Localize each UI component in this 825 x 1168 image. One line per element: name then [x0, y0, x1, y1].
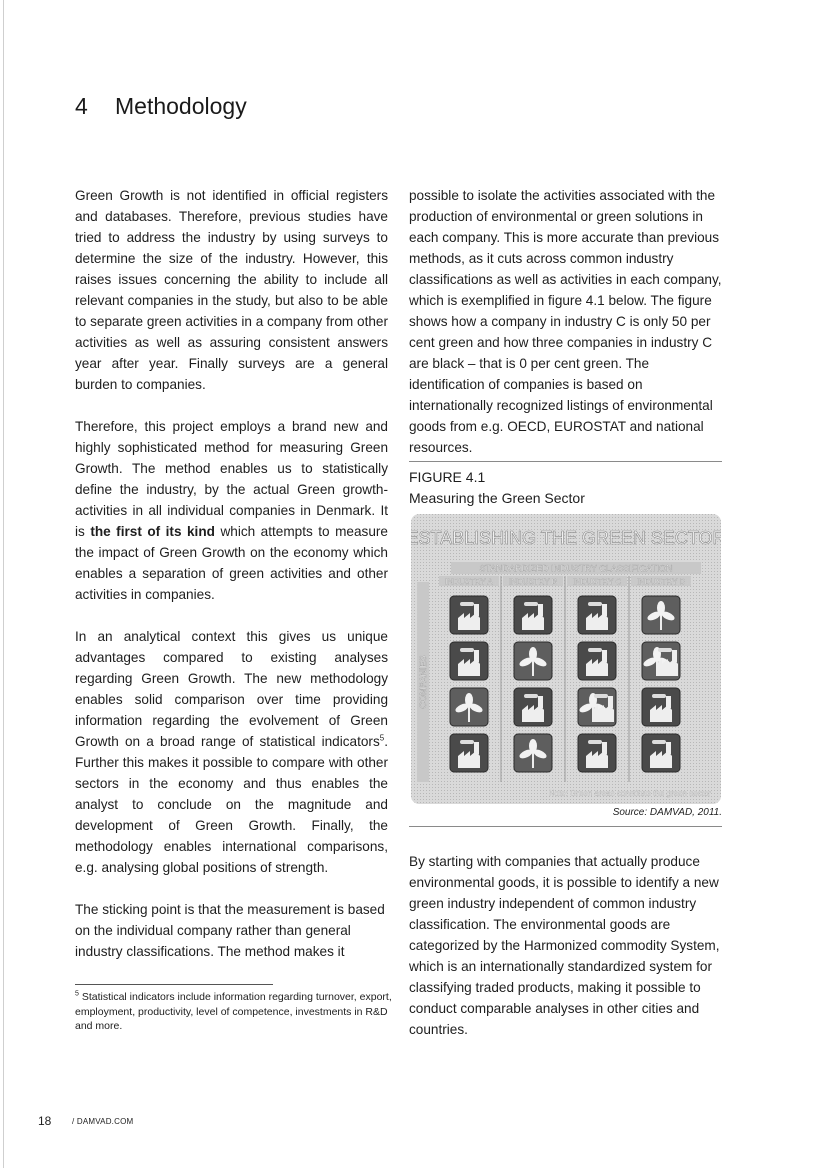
company-factory-icon	[642, 688, 680, 726]
diagram-title: ESTABLISHING THE GREEN SECTOR	[411, 528, 721, 548]
emphasis-text: the first of its kind	[90, 524, 215, 539]
company-factory-icon	[578, 642, 616, 680]
paragraph	[75, 416, 388, 605]
company-factory-icon	[578, 734, 616, 772]
green-company-icon	[642, 596, 680, 634]
industry-header: INDUSTRY B	[508, 577, 558, 587]
figure-bottom-rule	[409, 826, 722, 827]
green-company-icon	[450, 688, 488, 726]
paragraph: By starting with companies that actually produce environmental goods, it is possible to identify a new green industry independent of common industry classification. The environmental goods are categorized by the Harmonized commodity System, which is an internationally standardized system for classifying traded products, making it possible to conduct comparable analyses in other cities and countries.	[409, 854, 720, 1037]
figure-label: FIGURE 4.1	[409, 469, 486, 485]
green-company-icon	[514, 734, 552, 772]
chapter-title: Methodology	[115, 93, 247, 119]
industry-header: INDUSTRY D	[636, 577, 686, 587]
paragraph: Green Growth is not identified in official registers and databases. Therefore, previous studies have tried to address the industry by using surveys to determine the size of the industry. However, this raises issues concerning the ability to include all relevant companies in the study, but also to be able to separate green activities in a company from other activities as well as assuring consistent answers year after year. Finally surveys are a general burden to companies.	[75, 188, 388, 392]
half-green-company-icon	[642, 642, 680, 680]
company-factory-icon	[450, 596, 488, 634]
figure-top-rule	[409, 461, 722, 462]
footnote-text: Statistical indicators include information regarding turnover, export, employment, productivity, level of competence, investments in R&D and more.	[75, 991, 392, 1032]
footnote-reference[interactable]: 5	[379, 733, 385, 743]
left-column	[75, 185, 388, 962]
right-column-top	[409, 185, 722, 458]
company-factory-icon	[578, 596, 616, 634]
company-factory-icon	[450, 734, 488, 772]
green-sector-diagram	[411, 514, 721, 804]
paragraph: possible to isolate the activities associated with the production of environmental or green solutions in each company. This is more accurate than previous methods, as it cuts across common industry classifications as well as activities in each company, which is exemplified in figure 4.1 below. The figure shows how a company in industry C is only 50 per cent green and how three companies in industry C are black – that is 0 per cent green. The identification of companies is based on internationally recognized listings of environmental goods from e.g. OECD, EUROSTAT and national resources.	[409, 188, 722, 455]
footnote-rule	[75, 984, 273, 985]
footnote-mark: 5	[75, 990, 79, 998]
figure-source: Source: DAMVAD, 2011.	[612, 807, 722, 818]
half-green-company-icon	[578, 688, 616, 726]
company-factory-icon	[514, 688, 552, 726]
chapter-number: 4	[75, 93, 88, 119]
paragraph-text: Therefore, this project employs a brand new and highly sophisticated method for measuring Green Growth. The method enables us to statistically define the industry, by the actual Green growth-activities in all individual companies in Denmark. It is	[75, 419, 388, 539]
company-factory-icon	[450, 642, 488, 680]
classification-label: STANDARDIZED INDUSTRY CLASSIFICATION	[479, 563, 673, 574]
companies-label: COMPANIES	[418, 655, 428, 709]
paragraph-text: . Further this makes it possible to compare with other sectors in the economy and thus enables the analyst to conclude on the magnitude and development of Green Growth. Finally, the methodology enables international comparisons, e.g. analysing global positions of strength.	[75, 734, 388, 875]
figure-title: Measuring the Green Sector	[409, 490, 585, 506]
page-edge-line	[3, 0, 4, 1168]
paragraph-text: In an analytical context this gives us unique advantages compared to existing analyses regarding Green Growth. The new methodology enables solid comparison over time providing information regarding the evolvement of Green Growth on a broad range of statistical indicators	[75, 629, 388, 749]
page-number: 18	[38, 1114, 52, 1128]
paragraph: The sticking point is that the measurement is based on the individual company rather than general industry classifications. The method makes it	[75, 902, 385, 959]
company-factory-icon	[642, 734, 680, 772]
paragraph-text: which attempts to measure the impact of Green Growth on the economy which enables a separation of green activities and other activities in companies.	[75, 524, 388, 602]
company-factory-icon	[514, 596, 552, 634]
site-name: / DAMVAD.COM	[72, 1117, 134, 1126]
chapter-heading	[75, 93, 247, 120]
green-company-icon	[514, 642, 552, 680]
figure-graphic	[411, 514, 721, 804]
footnote	[75, 990, 393, 1034]
diagram-note: Note: Green areas constitute the green sector	[548, 789, 711, 798]
right-column-bottom	[409, 851, 722, 1040]
industry-header: INDUSTRY C	[572, 577, 622, 587]
paragraph	[75, 626, 388, 878]
industry-header: INDUSTRY A	[445, 577, 493, 587]
